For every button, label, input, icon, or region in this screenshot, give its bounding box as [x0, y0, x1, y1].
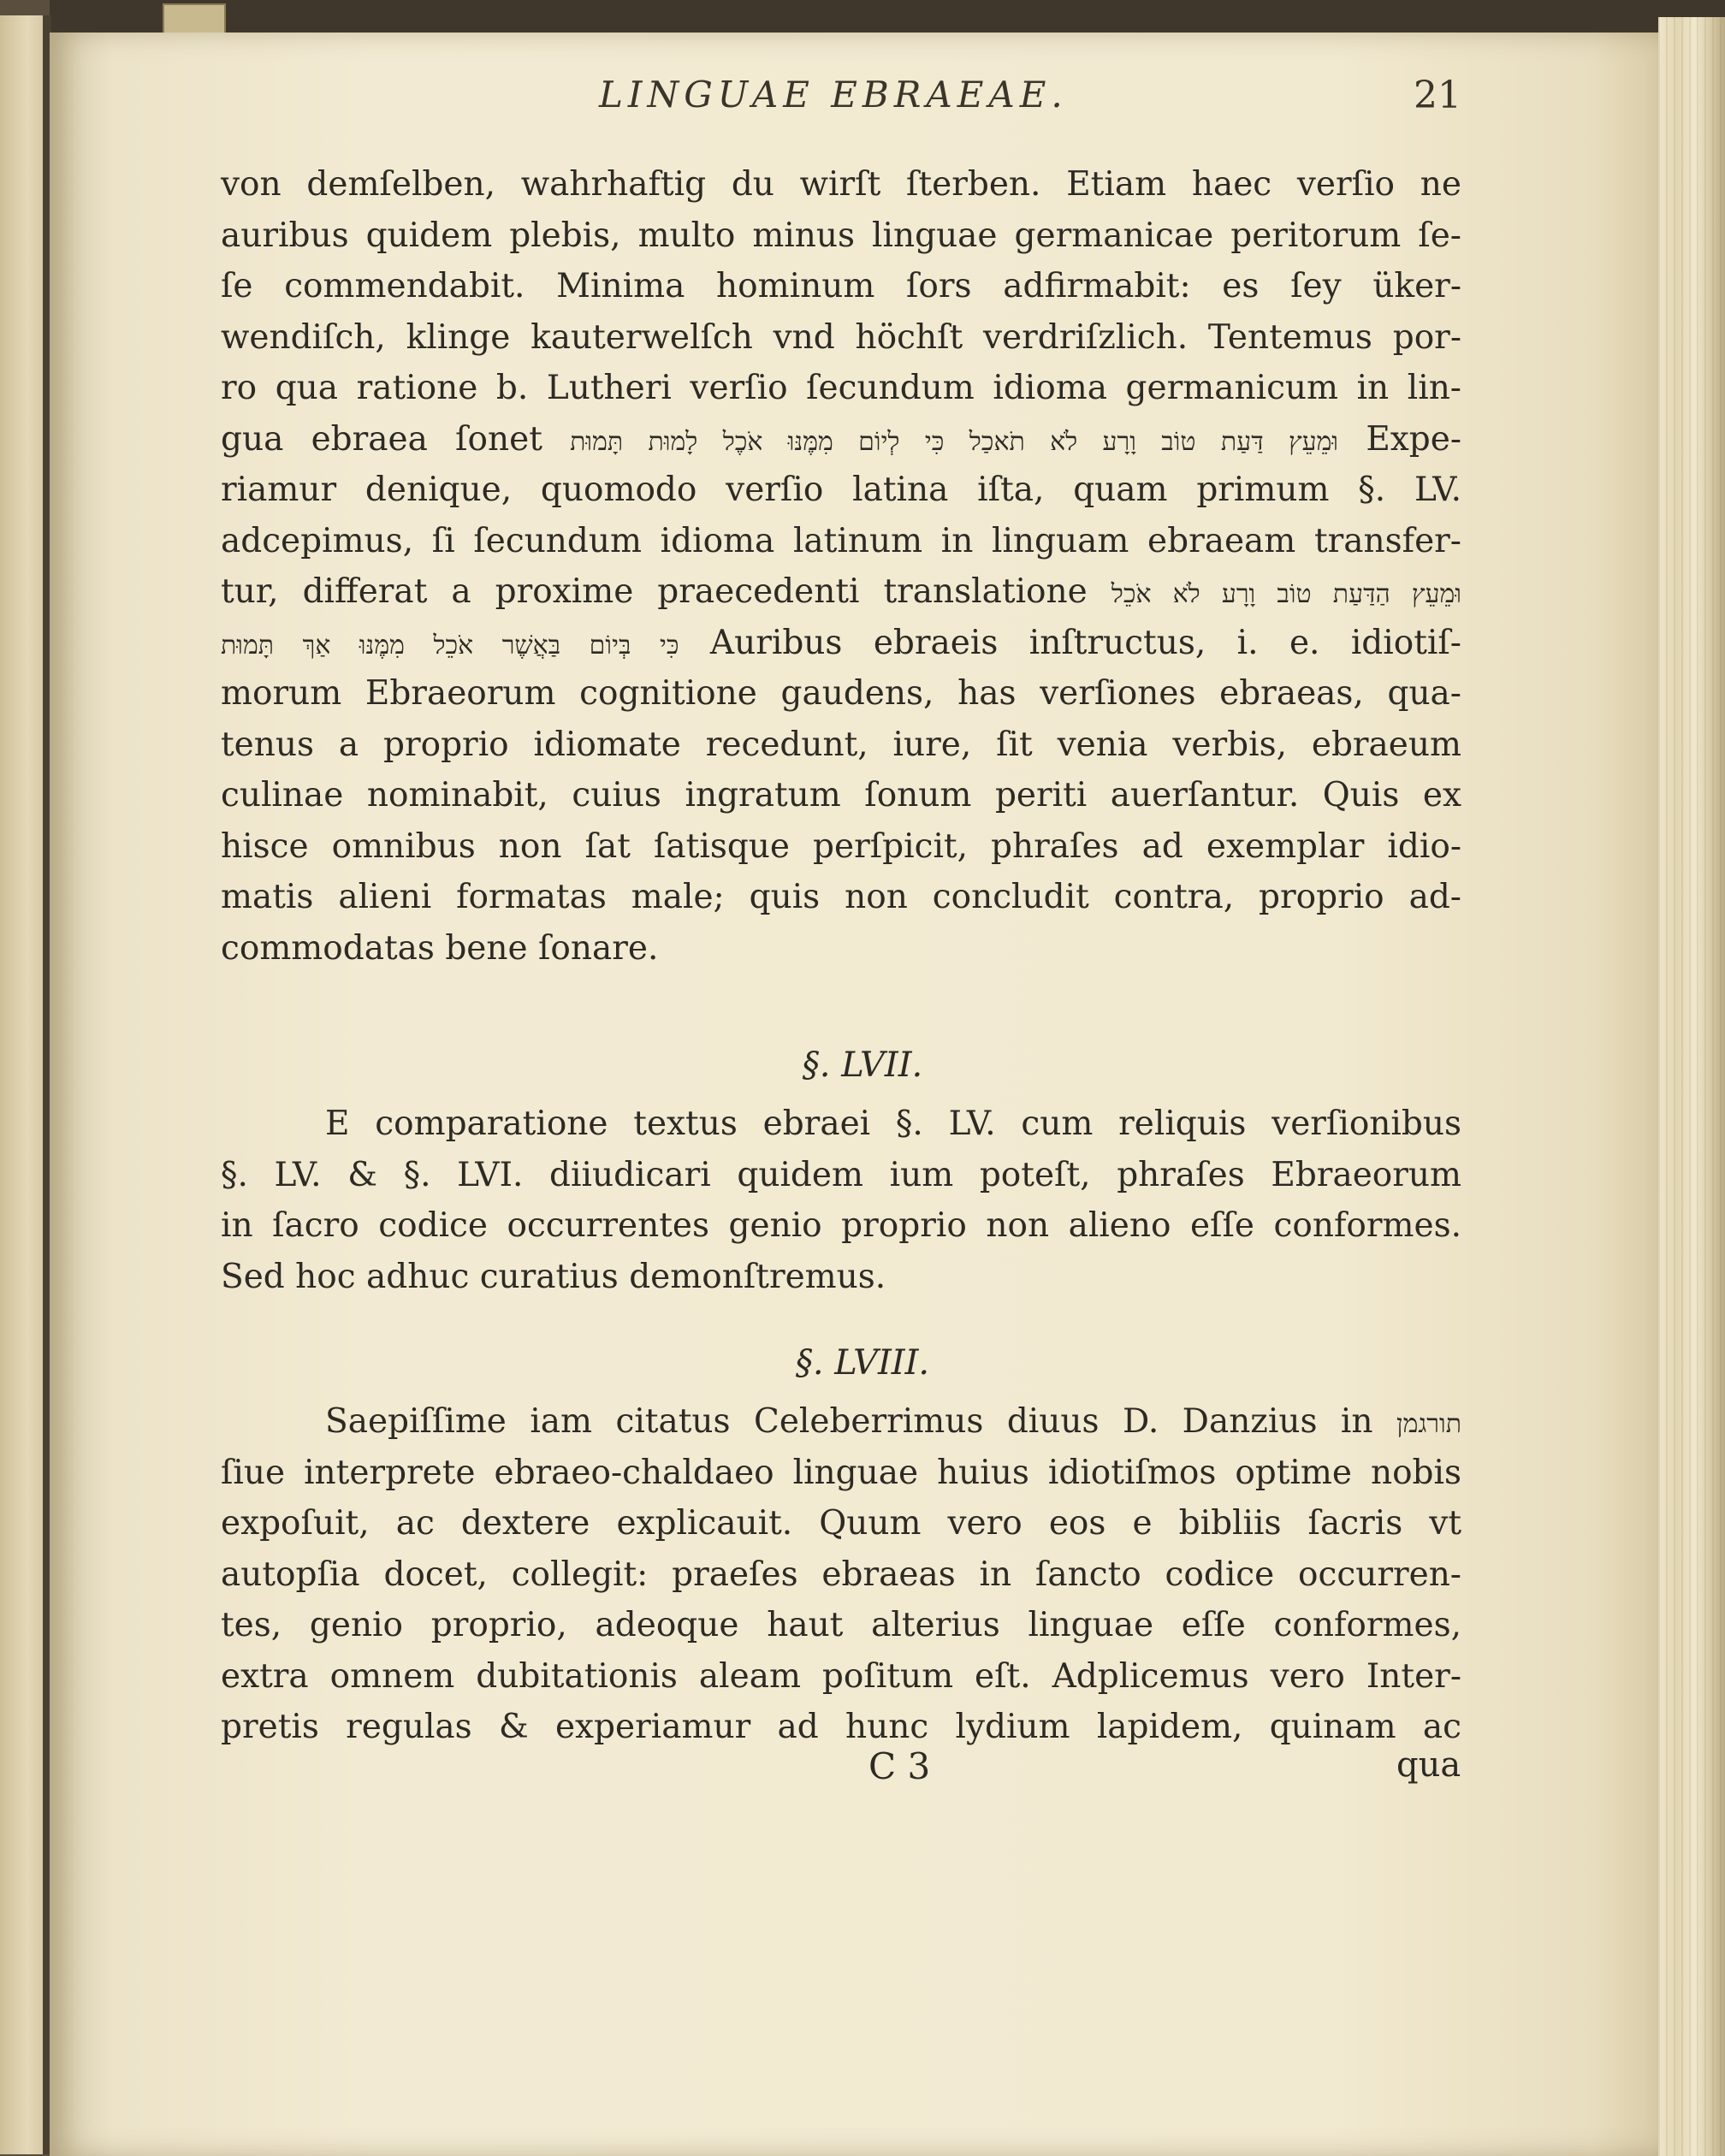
text-line: commodatas bene ſonare.	[221, 928, 659, 968]
text-line: ſe commendabit. Minima hominum ſors adfirmabit: es ſey üker-	[221, 267, 1461, 305]
text-line: ſiue interprete ebraeo-chaldaeo linguae huius idiotiſmos optime nobis	[221, 1453, 1461, 1492]
text-line: expoſuit, ac dextere explicauit. Quum vero eos e bibliis ſacris vt	[221, 1504, 1461, 1543]
text-line	[221, 566, 1461, 618]
main-text	[221, 159, 1461, 974]
text-line	[221, 414, 1461, 465]
running-head: LINGUAE EBRAEAE.	[599, 74, 1068, 116]
text-line: in ſacro codice occurrentes genio proprio non alieno eſſe conformes.	[221, 1206, 1461, 1245]
text-segment: Saepiſſime iam citatus Celeberrimus diuus D. Danzius in	[325, 1402, 1373, 1441]
hebrew-quote-3: כִּי בְּיוֹם בַּאֲשֶׁר אֹכֵל מִמֶּנּוּ אַךְ תָּמוּת	[221, 630, 679, 660]
text-segment: Expe-	[1366, 419, 1462, 459]
text-line: adcepimus, ſi ſecundum idioma latinum in linguam ebraeam transfer-	[221, 521, 1461, 560]
hebrew-word: תורגמן	[1396, 1409, 1461, 1439]
hebrew-quote-1: וּמֵעֵץ דַּעַת טוֹב וָרָע לֹא תֹאכַל כִּי לְיוֹם מִמֶּנּוּ אֹכֶל לָמוּת תָּמוּת	[570, 426, 1339, 457]
text-line	[221, 618, 1461, 669]
text-line: von demſelben, wahrhaftig du wirſt ſterben. Etiam haec verſio ne	[221, 165, 1461, 204]
text-line: auribus quidem plebis, multo minus linguae germanicae peritorum ſe-	[221, 216, 1461, 255]
right-page-edges-stripes	[1658, 17, 1725, 2156]
text-line	[221, 1396, 1461, 1448]
text-line: culinae nominabit, cuius ingratum ſonum periti auerſantur. Quis ex	[221, 776, 1461, 814]
section-heading-57: §. LVII.	[802, 1045, 923, 1085]
hebrew-quote-2: וּמֵעֵץ הַדַּעַת טוֹב וָרָע לֹא אֹכֵל	[1111, 579, 1461, 609]
text-line: E comparatione textus ebraei §. LV. cum reliquis verſionibus	[325, 1105, 1461, 1143]
top-background	[50, 0, 1725, 34]
text-line: extra omnem dubitationis aleam poſitum eſt. Adplicemus vero Inter-	[221, 1656, 1461, 1696]
text-line: tenus a proprio idiomate recedunt, iure, ſit venia verbis, ebraeum	[221, 725, 1461, 764]
text-segment: tur, differat a proxime praecedenti translatione	[221, 572, 1088, 611]
text-segment: Auribus ebraeis inſtructus, i. e. idiotiſ-	[709, 623, 1461, 662]
text-line: hisce omnibus non ſat ſatisque perſpicit, phraſes ad exemplar idio-	[221, 826, 1461, 866]
text-line: autopſia docet, collegit: praeſes ebraeas in ſancto codice occurren-	[221, 1555, 1461, 1594]
text-line: ro qua ratione b. Lutheri verſio ſecundum idioma germanicum in lin-	[221, 369, 1461, 407]
text-segment: gua ebraea ſonet	[221, 419, 542, 459]
section-58-text	[221, 1396, 1461, 1753]
page-number: 21	[1414, 74, 1461, 117]
text-line: Sed hoc adhuc curatius demonſtremus.	[221, 1257, 886, 1296]
text-line: §. LV. & §. LVI. diiudicari quidem ium poteſt, phraſes Ebraeorum	[221, 1155, 1461, 1194]
paper-tab	[163, 3, 226, 36]
text-line: wendiſch, klinge kauterwelſch vnd höchſt verdriſzlich. Tentemus por-	[221, 317, 1461, 357]
text-line: riamur denique, quomodo verſio latina iſta, quam primum §. LV.	[221, 471, 1461, 509]
catchword: qua	[1396, 1745, 1461, 1785]
text-line: matis alieni formatas male; quis non concludit contra, proprio ad-	[221, 878, 1461, 916]
text-line: morum Ebraeorum cognitione gaudens, has verſiones ebraeas, qua-	[221, 674, 1461, 713]
text-line: tes, genio proprio, adeoque haut alterius linguae eſſe conformes,	[221, 1606, 1461, 1644]
section-heading-58: §. LVIII.	[795, 1343, 930, 1383]
signature-mark: C 3	[868, 1745, 931, 1787]
section-57-text	[221, 1099, 1461, 1302]
text-line: pretis regulas & experiamur ad hunc lydium lapidem, quinam ac	[221, 1708, 1461, 1746]
